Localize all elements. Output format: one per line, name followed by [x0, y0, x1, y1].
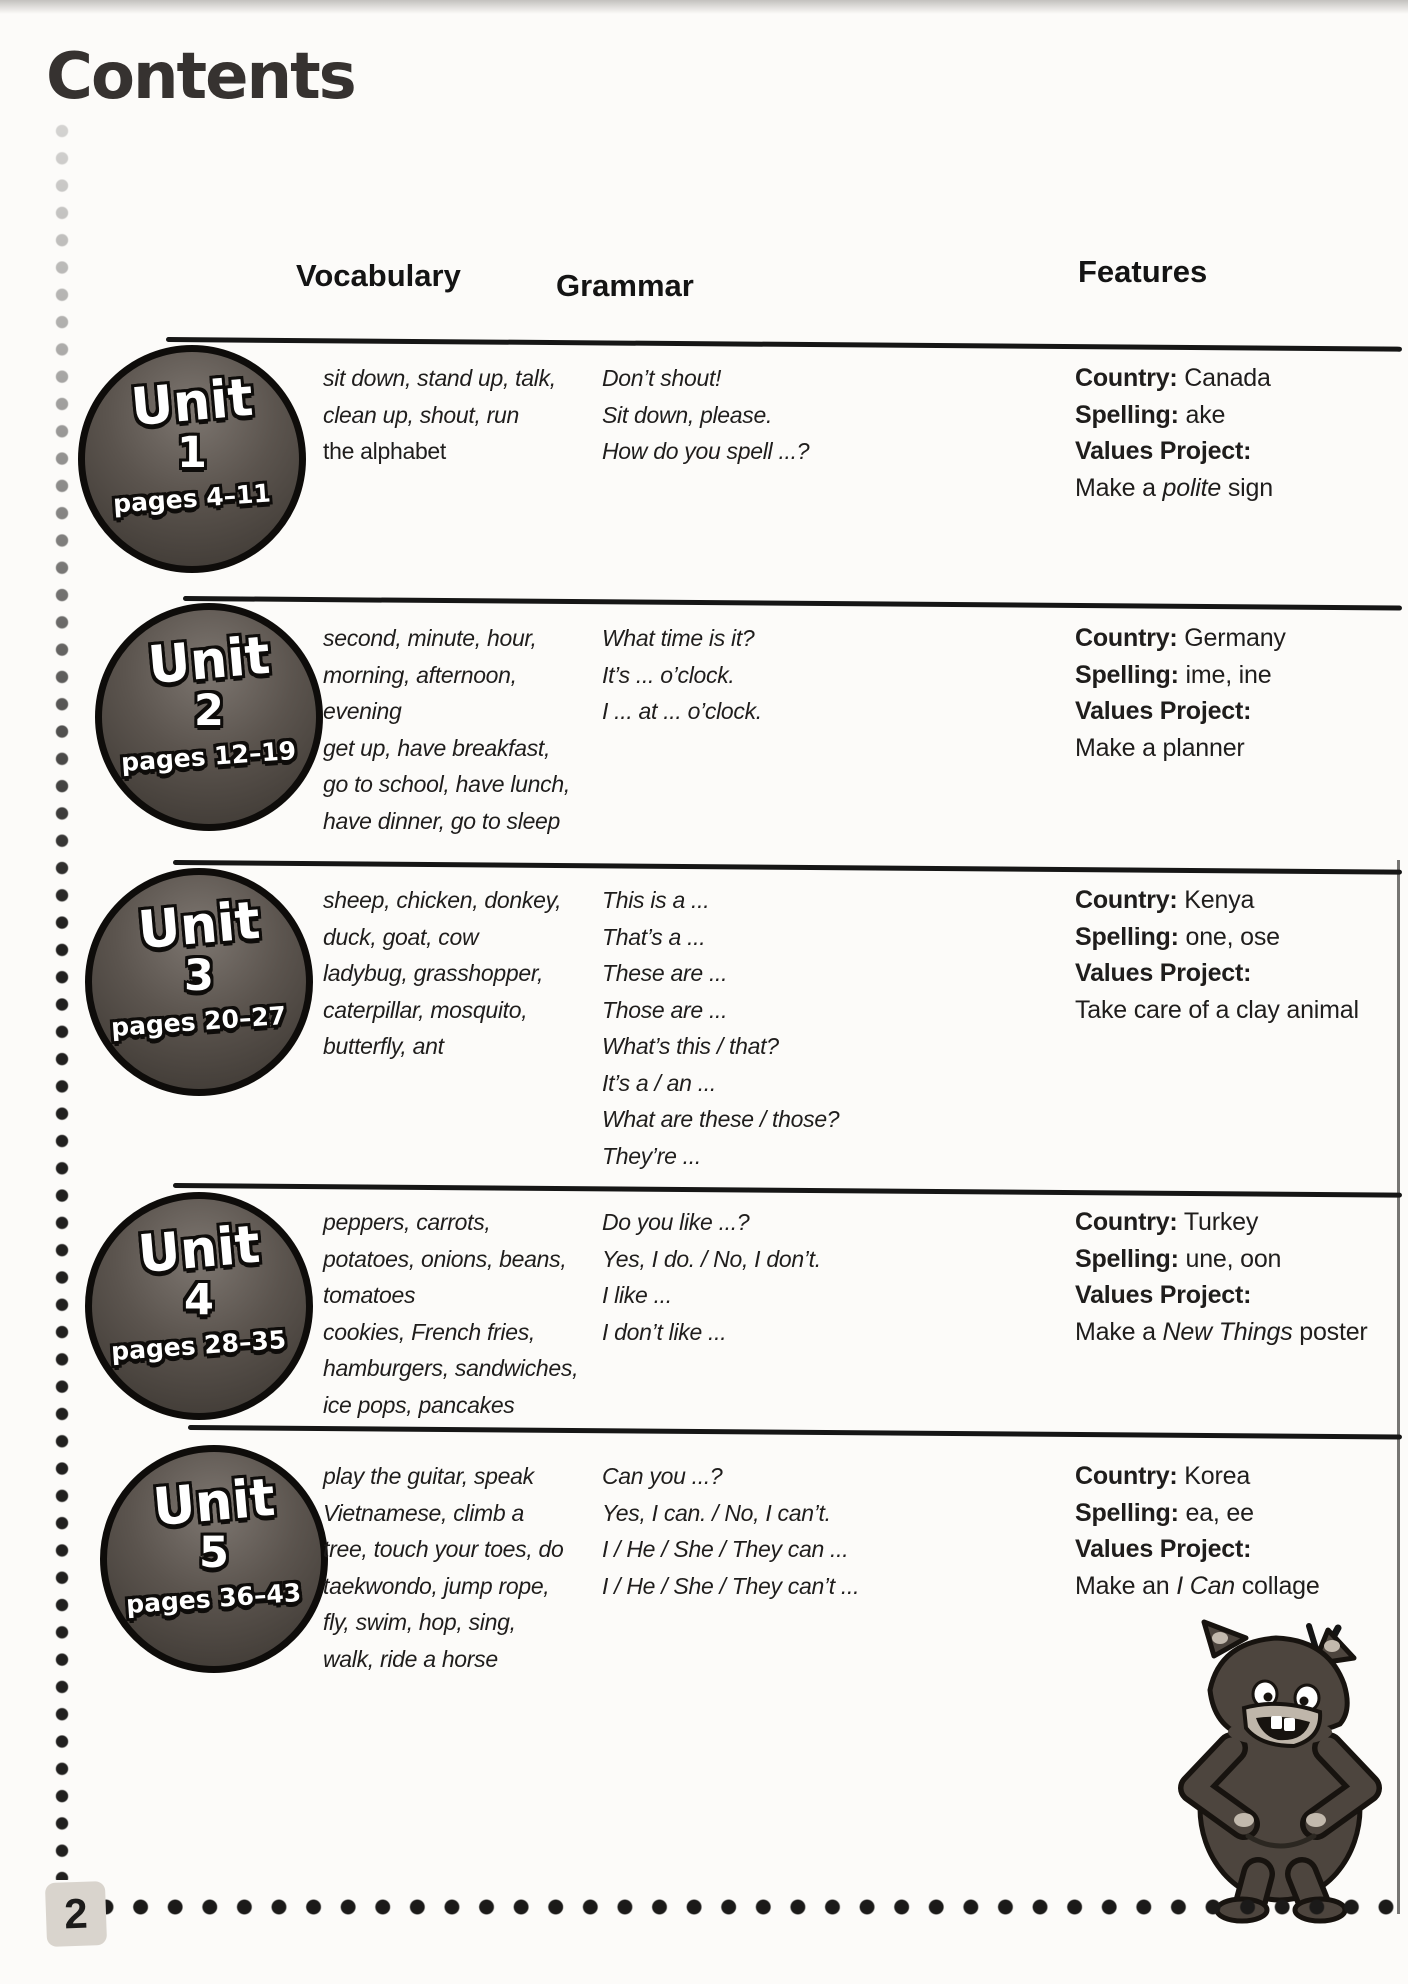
feature-value: Make an — [1075, 1571, 1177, 1600]
grammar-line: Yes, I do. / No, I don’t. — [602, 1245, 821, 1272]
vocabulary-line: second, minute, hour, — [323, 625, 537, 651]
vocabulary-line: taekwondo, jump rope, — [323, 1572, 550, 1599]
grammar-line: That’s a ... — [602, 923, 706, 950]
feature-line — [1075, 1458, 1320, 1495]
vocabulary-line: hamburgers, sandwiches, — [323, 1355, 579, 1381]
vocabulary-line: potatoes, onions, beans, — [323, 1245, 567, 1272]
feature-label: Values Project: — [1075, 437, 1252, 465]
grammar-line: Yes, I can. / No, I can’t. — [602, 1499, 831, 1526]
feature-label: Country: — [1075, 624, 1178, 652]
feature-value: New Things — [1162, 1317, 1293, 1346]
unit-4-grammar-column — [602, 1204, 821, 1350]
unit-4-divider-line — [173, 1183, 1402, 1198]
feature-line — [1075, 1204, 1368, 1241]
unit-2-grammar-column — [602, 620, 762, 730]
unit-1-features-column — [1075, 360, 1273, 506]
vocabulary-line: Vietnamese, climb a — [323, 1499, 524, 1526]
unit-5-badge-label: Unit — [150, 1467, 278, 1539]
unit-5-divider-line — [188, 1425, 1402, 1440]
feature-value: collage — [1235, 1571, 1320, 1600]
feature-value: Take care of a clay animal — [1075, 995, 1359, 1024]
feature-value: Turkey — [1177, 1208, 1259, 1236]
feature-line — [1075, 1568, 1320, 1605]
feature-label: Spelling: — [1075, 660, 1179, 689]
unit-4-badge-pages: pages 28–35 — [110, 1324, 288, 1367]
page-title: Contents — [46, 40, 355, 114]
column-header-features: Features — [1078, 254, 1208, 289]
vocabulary-line: play the guitar, speak — [323, 1463, 534, 1489]
grammar-line: What are these / those? — [602, 1106, 840, 1132]
feature-value: une, oon — [1178, 1244, 1282, 1273]
unit-1-badge — [78, 345, 306, 573]
grammar-line: It’s a / an ... — [602, 1069, 716, 1096]
column-header-vocabulary: Vocabulary — [296, 258, 461, 293]
unit-1-vocabulary-column — [323, 360, 556, 470]
feature-value: Make a planner — [1075, 733, 1245, 762]
unit-1-grammar-column — [602, 360, 809, 470]
unit-1-badge-number: 1 — [177, 428, 207, 478]
unit-2-badge-pages: pages 12–19 — [120, 735, 298, 778]
grammar-line: I / He / She / They can ... — [602, 1536, 849, 1562]
feature-value: Make a — [1075, 1317, 1163, 1346]
scan-top-edge — [0, 0, 1408, 14]
feature-line — [1075, 397, 1273, 434]
feature-value: ime, ine — [1178, 660, 1272, 689]
unit-5-badge — [100, 1445, 328, 1673]
feature-line — [1075, 360, 1273, 397]
feature-line — [1075, 433, 1273, 470]
vocabulary-line: tomatoes — [323, 1282, 416, 1308]
feature-line — [1075, 1241, 1368, 1278]
grammar-line: It’s ... o’clock. — [602, 661, 735, 688]
page-number: 2 — [63, 1889, 89, 1938]
unit-4-badge — [85, 1192, 313, 1420]
unit-3-badge — [85, 868, 313, 1096]
feature-value: I Can — [1176, 1571, 1235, 1600]
unit-2-divider-line — [183, 596, 1402, 611]
vocabulary-line: duck, goat, cow — [323, 923, 479, 950]
unit-4-badge-label: Unit — [135, 1214, 263, 1286]
vocabulary-line: tree, touch your toes, do — [323, 1536, 564, 1562]
grammar-line: I ... at ... o’clock. — [602, 698, 762, 724]
grammar-line: Those are ... — [602, 996, 728, 1023]
vocabulary-line: go to school, have lunch, — [323, 771, 570, 797]
vocabulary-line: sheep, chicken, donkey, — [323, 887, 562, 913]
feature-label: Values Project: — [1075, 1535, 1252, 1563]
feature-label: Country: — [1075, 364, 1178, 392]
feature-line — [1075, 882, 1359, 919]
vocabulary-line: morning, afternoon, — [323, 661, 517, 688]
feature-label: Country: — [1075, 1208, 1178, 1236]
vocabulary-line: fly, swim, hop, sing, — [323, 1609, 516, 1635]
vocabulary-line: walk, ride a horse — [323, 1645, 498, 1672]
grammar-line: I like ... — [602, 1282, 672, 1308]
unit-2-badge-label: Unit — [145, 625, 273, 697]
grammar-line: How do you spell ...? — [602, 438, 810, 464]
unit-3-grammar-column — [602, 882, 839, 1174]
column-header-grammar: Grammar — [556, 268, 694, 303]
vocabulary-line: have dinner, go to sleep — [323, 807, 561, 834]
vocabulary-line: caterpillar, mosquito, — [323, 996, 528, 1023]
feature-label: Country: — [1075, 1462, 1178, 1490]
grammar-line: This is a ... — [602, 887, 710, 913]
unit-5-badge-pages: pages 36–43 — [125, 1577, 303, 1620]
feature-label: Values Project: — [1075, 959, 1252, 987]
unit-4-badge-number: 4 — [184, 1275, 214, 1325]
feature-value: one, ose — [1178, 922, 1280, 951]
unit-5-badge-number: 5 — [199, 1528, 229, 1578]
feature-line — [1075, 955, 1359, 992]
unit-1-badge-label: Unit — [128, 367, 256, 439]
feature-label: Spelling: — [1075, 1498, 1179, 1527]
unit-3-badge-pages: pages 20–27 — [110, 1000, 288, 1043]
vocabulary-line: ladybug, grasshopper, — [323, 960, 544, 986]
feature-line — [1075, 730, 1286, 767]
feature-label: Spelling: — [1075, 1244, 1179, 1273]
grammar-line: Do you like ...? — [602, 1209, 750, 1235]
unit-1-badge-pages: pages 4–11 — [112, 478, 272, 519]
vocabulary-line: evening — [323, 698, 402, 724]
grammar-line: Can you ...? — [602, 1463, 723, 1489]
feature-line — [1075, 1495, 1320, 1532]
vocabulary-line: butterfly, ant — [323, 1033, 444, 1059]
feature-value: Make a — [1075, 473, 1163, 502]
feature-value: Canada — [1177, 364, 1271, 392]
grammar-line: They’re ... — [602, 1142, 701, 1169]
feature-value: Korea — [1177, 1462, 1251, 1490]
vocabulary-line: get up, have breakfast, — [323, 734, 551, 761]
unit-1-divider-line — [166, 337, 1402, 352]
unit-5-features-column — [1075, 1458, 1320, 1604]
feature-value: poster — [1292, 1317, 1368, 1346]
bear-mascot-illustration — [1168, 1612, 1400, 1924]
unit-3-vocabulary-column — [323, 882, 561, 1065]
vocabulary-line: the alphabet — [323, 438, 447, 464]
vocabulary-line: cookies, French fries, — [323, 1318, 535, 1345]
grammar-line: Sit down, please. — [602, 401, 773, 428]
feature-label: Values Project: — [1075, 1281, 1252, 1309]
grammar-line: I don’t like ... — [602, 1318, 727, 1345]
feature-line — [1075, 620, 1286, 657]
unit-5-grammar-column — [602, 1458, 859, 1604]
feature-line — [1075, 919, 1359, 956]
unit-5-vocabulary-column — [323, 1458, 564, 1677]
grammar-line: These are ... — [602, 960, 728, 986]
grammar-line: What’s this / that? — [602, 1033, 779, 1059]
unit-2-badge — [95, 603, 323, 831]
feature-line — [1075, 1531, 1320, 1568]
unit-3-badge-number: 3 — [184, 951, 214, 1001]
feature-value: sign — [1221, 473, 1273, 502]
grammar-line: Don’t shout! — [602, 365, 722, 391]
feature-line — [1075, 470, 1273, 507]
feature-value: ake — [1178, 400, 1226, 429]
vocabulary-line: peppers, carrots, — [323, 1209, 491, 1235]
grammar-line: What time is it? — [602, 625, 755, 651]
feature-label: Country: — [1075, 886, 1178, 914]
unit-4-features-column — [1075, 1204, 1368, 1350]
feature-label: Values Project: — [1075, 697, 1252, 725]
feature-line — [1075, 657, 1286, 694]
feature-line — [1075, 992, 1359, 1029]
unit-4-vocabulary-column — [323, 1204, 578, 1423]
grammar-line: I / He / She / They can’t ... — [602, 1572, 860, 1599]
feature-value: ea, ee — [1178, 1498, 1254, 1527]
feature-value: Germany — [1177, 624, 1286, 652]
unit-2-features-column — [1075, 620, 1286, 766]
feature-label: Spelling: — [1075, 400, 1179, 429]
unit-3-features-column — [1075, 882, 1359, 1028]
feature-value: Kenya — [1177, 886, 1255, 914]
feature-line — [1075, 693, 1286, 730]
binding-dots-left — [50, 122, 74, 1880]
feature-value: polite — [1162, 473, 1222, 502]
unit-2-vocabulary-column — [323, 620, 570, 839]
unit-2-badge-number: 2 — [194, 686, 224, 736]
vocabulary-line: clean up, shout, run — [323, 401, 520, 428]
vocabulary-line: sit down, stand up, talk, — [323, 365, 556, 391]
dotted-bottom-border — [94, 1894, 1408, 1920]
feature-line — [1075, 1314, 1368, 1351]
feature-label: Spelling: — [1075, 922, 1179, 951]
page-number-badge — [45, 1881, 107, 1947]
unit-3-divider-line — [173, 860, 1402, 875]
vocabulary-line: ice pops, pancakes — [323, 1391, 515, 1418]
feature-line — [1075, 1277, 1368, 1314]
unit-3-badge-label: Unit — [135, 890, 263, 962]
